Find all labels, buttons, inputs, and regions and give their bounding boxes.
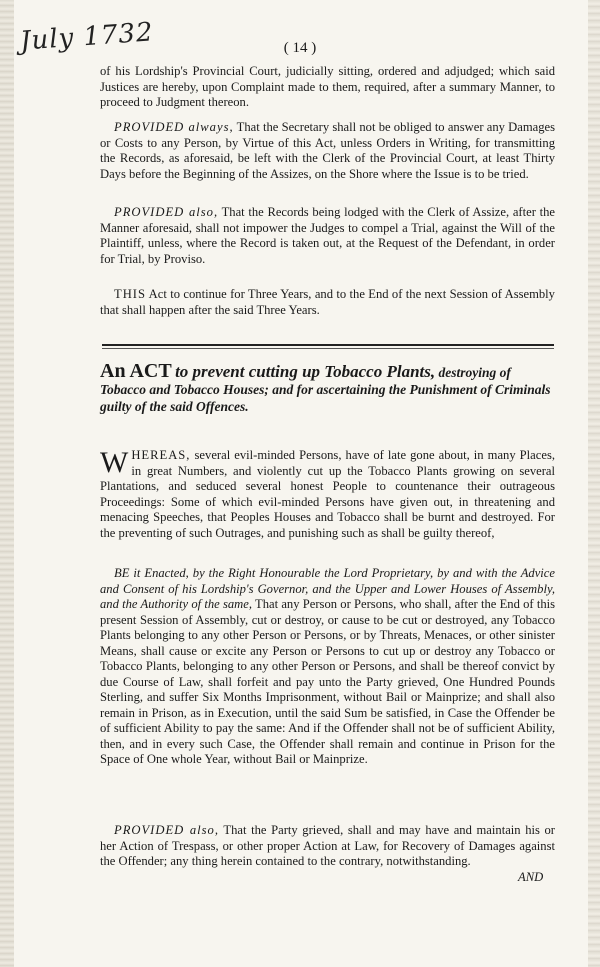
paragraph-continuation xyxy=(100,64,555,111)
paragraph-lead: PROVIDED also, xyxy=(114,205,219,219)
catchword: AND xyxy=(518,870,544,884)
page-edge-left xyxy=(0,0,14,967)
paragraph-lead: HEREAS, xyxy=(131,448,191,462)
section-divider xyxy=(102,344,554,346)
section-divider-thin xyxy=(102,348,554,349)
act-title-rest: destroying of Tobacco and Tobacco Houses; and for ascertaining the Punishment of Criminals guilty of the said Offences. xyxy=(100,365,551,414)
paragraph-proviso-records xyxy=(100,205,555,267)
paragraph-text: That the Secretary shall not be obliged to answer any Damages or Costs to any Person, by Virtue of this Act, unless Orders in Writing, for transmitting the Records, as aforesaid, be left with the Clerk of the Provincial Court, at least Thirty Days before the Beginning of the Assizes, on the Shore where the Issue is to be tried. xyxy=(100,120,556,181)
drop-cap: W xyxy=(100,446,129,479)
paragraph-text: several evil-minded Persons, have of late gone about, in many Places, in great Numbers, and violently cut up the Tobacco Plants growing on several Plantations, and seduced several honest People to countenance their outrageous Proceedings: Some of which evil-minded Persons have given out, in threatening and menacing Speeches, that Peoples Houses and Tobacco shall be burnt and destroyed. For the preventing of such Outrages, and punishing such as shall be guilty thereof, xyxy=(100,448,555,540)
paragraph-whereas xyxy=(100,448,555,541)
act-title-subject: to prevent cutting up Tobacco Plants, xyxy=(175,362,436,381)
page-edge-right xyxy=(588,0,600,967)
paragraph-lead: PROVIDED also, xyxy=(114,823,220,837)
paragraph-text: of his Lordship's Provincial Court, judicially sitting, ordered and adjudged; which said Justices are hereby, upon Complaint made to them, required, after a summary Manner, to proceed to Judgment thereon. xyxy=(100,64,555,109)
paragraph-text: Act to continue for Three Years, and to the End of the next Session of Assembly that shall happen after the said Three Years. xyxy=(100,287,555,317)
act-title xyxy=(100,360,558,415)
act-title-heading: An ACT xyxy=(100,360,172,382)
paragraph-duration xyxy=(100,287,555,318)
paragraph-proviso-trespass xyxy=(100,823,555,870)
handwritten-date-note: July 1732 xyxy=(19,17,155,57)
paragraph-lead: THIS xyxy=(114,287,146,301)
paragraph-lead: BE it Enacted, by the Right Honourable the Lord Proprietary, by and with the Advice and Consent of his Lordship's Governor, and the Upper and Lower Houses of Assembly, and the Authority of the same, xyxy=(100,566,555,611)
paragraph-text: That the Party grieved, shall and may have and maintain his or her Action of Trespass, or other proper Action at Law, for Recovery of Damages against the Offender; any thing herein contained to the contrary, notwithstanding. xyxy=(100,823,556,868)
paragraph-enacting-clause xyxy=(100,566,555,768)
paragraph-text: That any Person or Persons, who shall, after the End of this present Session of Assembly, cut or destroy, or cause to be cut or destroyed, any Tobacco Plants belonging to any other Person or Persons, or by Threats, Menaces, or other sinister Means, shall cause or excite any Person or Persons to cut up or destroy any Tobacco or Tobacco Plants, belonging to any other Person or Persons, and shall be thereof convict by due Course of Law, shall forfeit and pay unto the Party grieved, One Hundred Pounds Sterling, and suffer Six Months Imprisonment, without Bail or Mainprize; and shall also remain in Prison, as in Execution, until the said Sum be satisfied, in Case the Offender be of sufficient Ability to pay the same: And if the Offender shall not be of sufficient Ability, then, and in every such Case, the Offender shall remain and continue in Prison for the Space of One whole Year, without Bail or Mainprize. xyxy=(100,597,556,766)
paragraph-text: That the Records being lodged with the Clerk of Assize, after the Manner aforesaid, shall not impower the Judges to compel a Trial, against the Will of the Plaintiff, unless, where the Record is taken out, at the Request of the Defendant, in order for Trial, by Proviso. xyxy=(100,205,555,266)
page-number: ( 14 ) xyxy=(283,40,317,56)
paragraph-lead: PROVIDED always, xyxy=(114,120,234,134)
paragraph-proviso-secretary xyxy=(100,120,555,182)
